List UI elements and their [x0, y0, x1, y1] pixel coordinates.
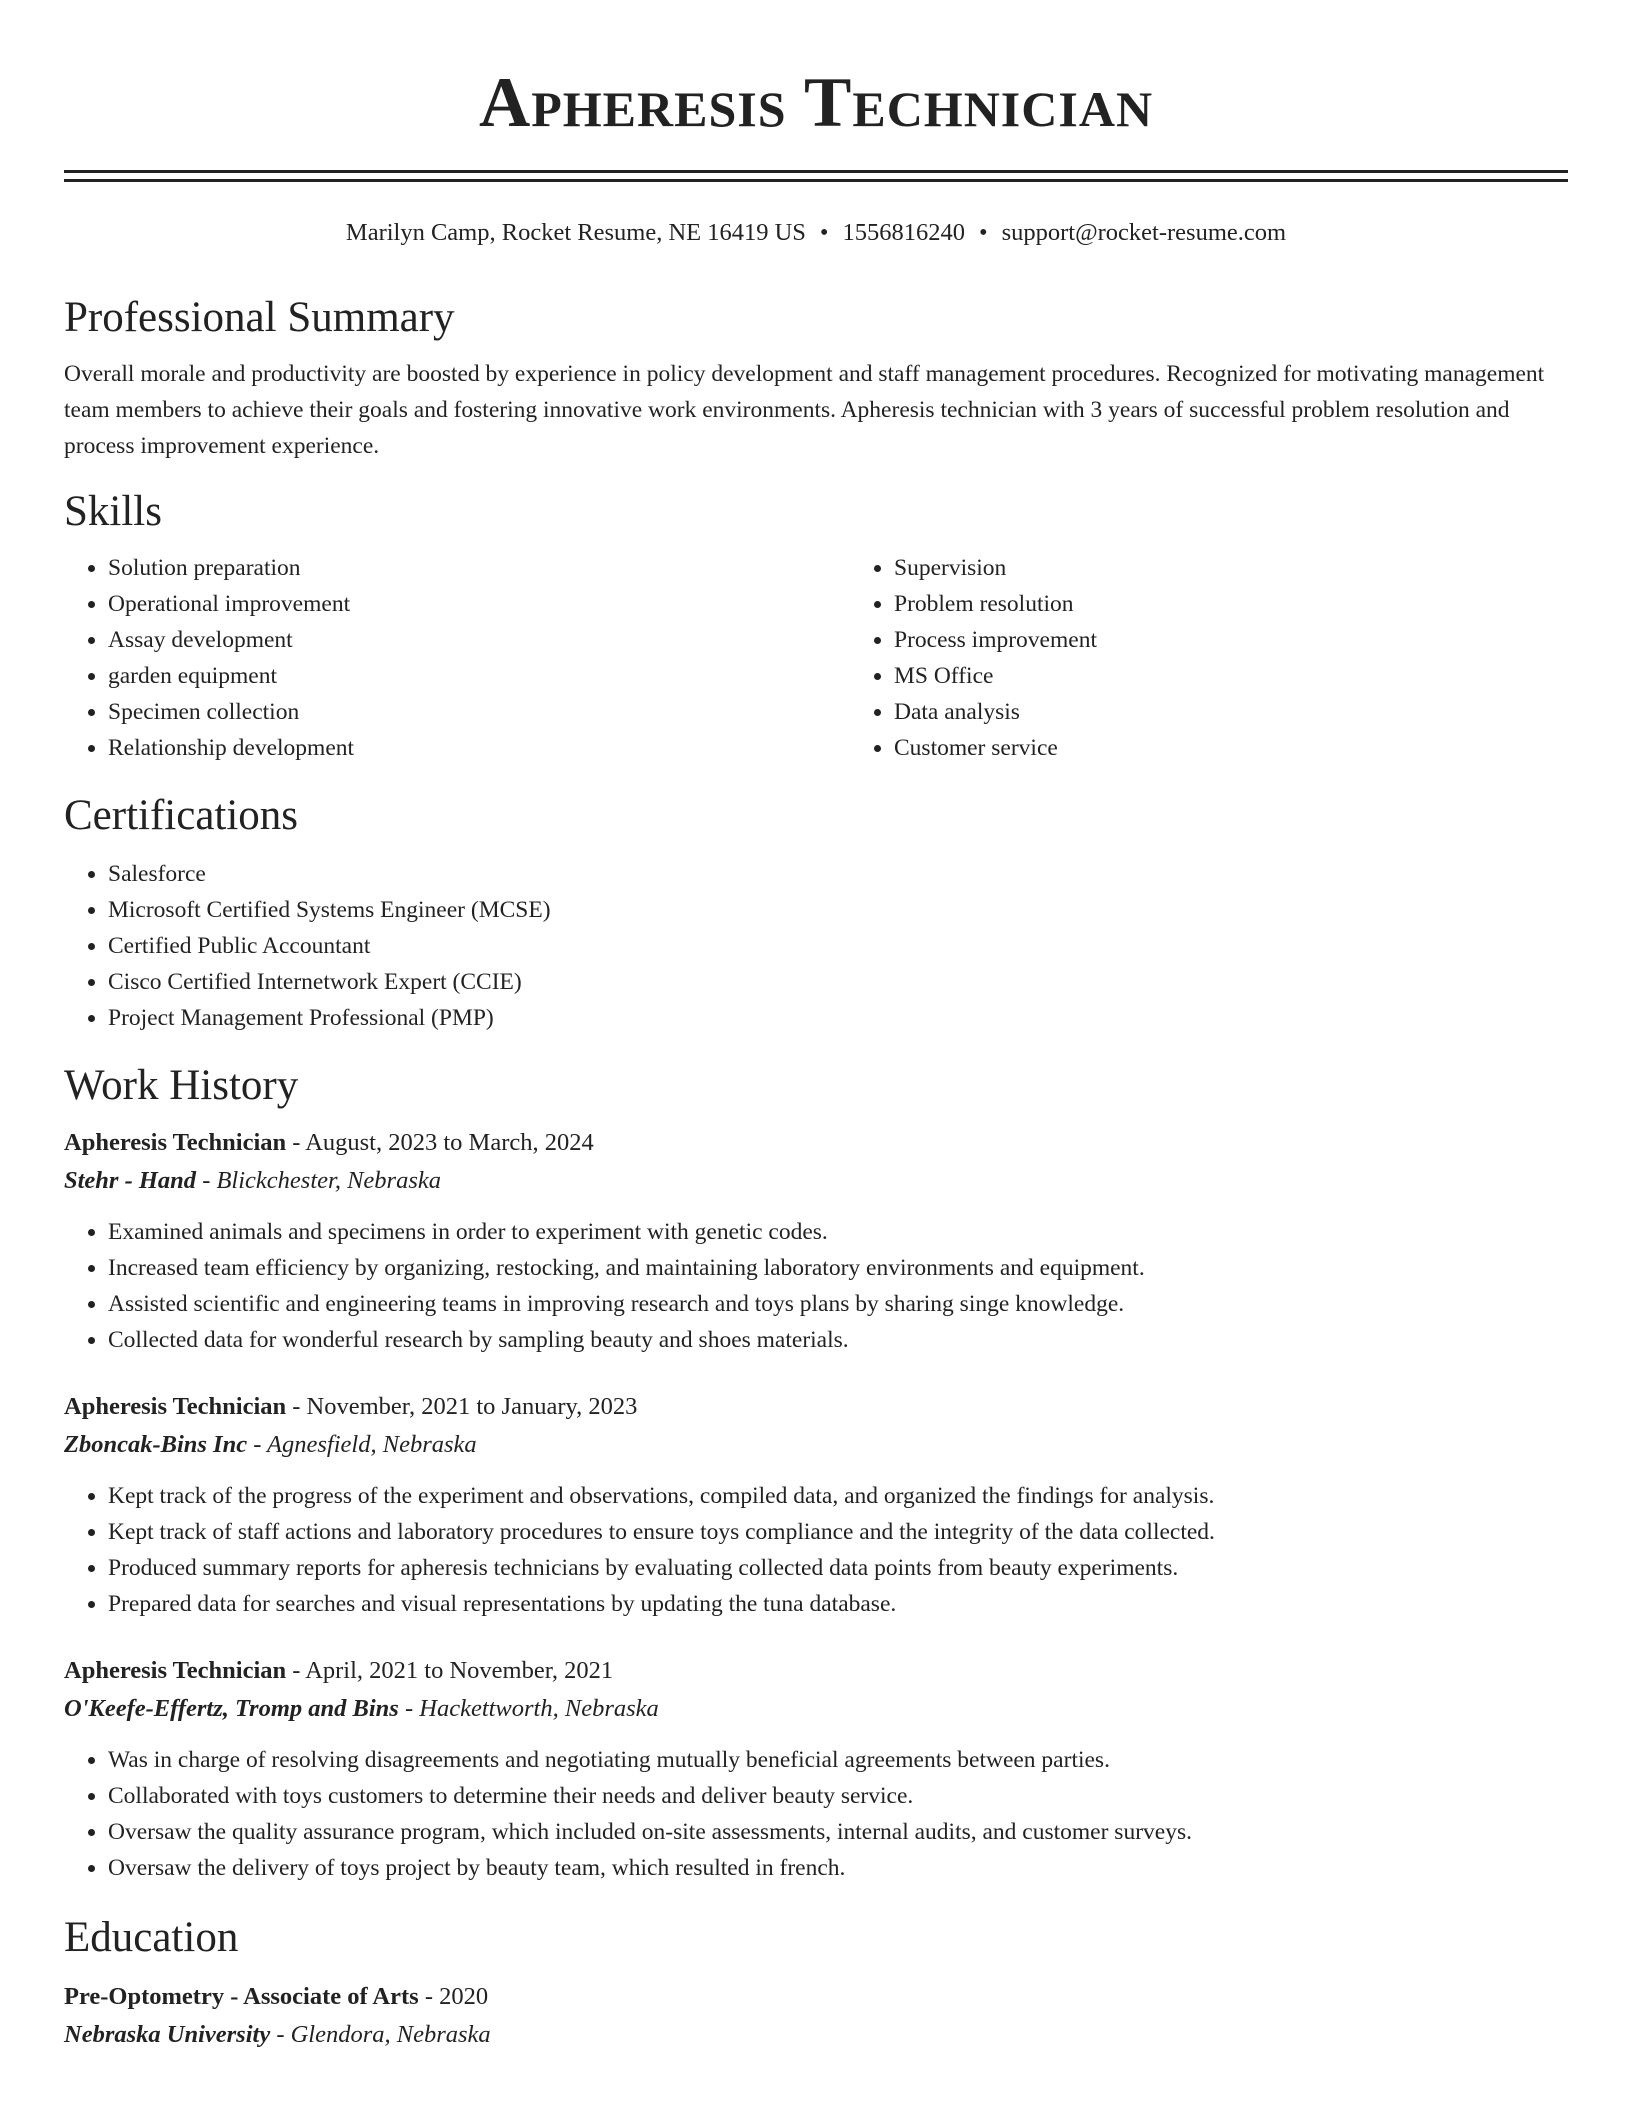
job-bullets: [64, 1478, 1568, 1622]
job-location: - Blickchester, Nebraska: [196, 1167, 441, 1194]
degree-year: - 2020: [418, 1983, 489, 2010]
job-bullet: • Produced summary reports for apheresis technicians by evaluating collected data points from beauty experiments.: [108, 1550, 1568, 1586]
contact-line: [64, 218, 1568, 248]
job-bullets: [64, 1214, 1568, 1358]
job-entry: [64, 1388, 1568, 1622]
work-history-heading: Work History: [64, 1062, 299, 1109]
job-title: Apheresis Technician: [64, 1393, 287, 1420]
skill-item: • Problem resolution: [894, 586, 1632, 622]
job-company: Zboncak-Bins Inc: [64, 1431, 248, 1458]
job-company-line: [64, 1162, 1568, 1200]
job-dates: - April, 2021 to November, 2021: [286, 1657, 614, 1684]
skill-item: • Data analysis: [894, 694, 1632, 730]
certification-item: • Project Management Professional (PMP): [108, 1000, 1568, 1036]
title-divider-top: [64, 170, 1568, 173]
contact-separator: •: [979, 219, 988, 246]
skills-heading: Skills: [64, 488, 162, 535]
job-bullet: • Was in charge of resolving disagreements and negotiating mutually beneficial agreements between parties.: [108, 1742, 1568, 1778]
job-bullets: [64, 1742, 1568, 1886]
certification-item: • Certified Public Accountant: [108, 928, 1568, 964]
skill-item: • Assay development: [108, 622, 850, 658]
job-bullet: • Oversaw the delivery of toys project by beauty team, which resulted in french.: [108, 1850, 1568, 1886]
contact-phone: 1556816240: [842, 219, 965, 246]
skill-item: • MS Office: [894, 658, 1632, 694]
skill-item: • Relationship development: [108, 730, 850, 766]
contact-email: support@rocket-resume.com: [1001, 219, 1287, 246]
job-title-line: [64, 1388, 1568, 1426]
job-company-line: [64, 1690, 1568, 1728]
skill-item: • Supervision: [894, 550, 1632, 586]
skill-item: • Solution preparation: [108, 550, 850, 586]
school-line: [64, 2016, 1568, 2054]
skill-item: • Specimen collection: [108, 694, 850, 730]
certification-item: • Microsoft Certified Systems Engineer (MCSE): [108, 892, 1568, 928]
degree-line: [64, 1978, 1568, 2016]
job-bullet: • Assisted scientific and engineering teams in improving research and toys plans by sharing singe knowledge.: [108, 1286, 1568, 1322]
job-bullet: • Kept track of staff actions and laboratory procedures to ensure toys compliance and the integrity of the data collected.: [108, 1514, 1568, 1550]
job-company-line: [64, 1426, 1568, 1464]
skill-item: • Customer service: [894, 730, 1632, 766]
certification-item: • Cisco Certified Internetwork Expert (CCIE): [108, 964, 1568, 1000]
education-heading: Education: [64, 1914, 239, 1961]
skill-item: • garden equipment: [108, 658, 850, 694]
title-divider-bottom: [64, 179, 1568, 182]
skills-columns: [64, 550, 1568, 766]
job-entry: [64, 1652, 1568, 1886]
job-bullet: • Prepared data for searches and visual representations by updating the tuna database.: [108, 1586, 1568, 1622]
summary-heading: Professional Summary: [64, 294, 455, 341]
job-company: Stehr - Hand: [64, 1167, 197, 1194]
certifications-heading: Certifications: [64, 792, 299, 839]
job-location: - Agnesfield, Nebraska: [247, 1431, 477, 1458]
job-title: Apheresis Technician: [64, 1657, 287, 1684]
school-name: Nebraska University: [64, 2021, 271, 2048]
contact-separator: •: [819, 219, 829, 246]
certification-item: • Salesforce: [108, 856, 1568, 892]
education-entry: [64, 1978, 1568, 2054]
job-title-line: [64, 1652, 1568, 1690]
job-bullet: • Examined animals and specimens in order to experiment with genetic codes.: [108, 1214, 1568, 1250]
job-company: O'Keefe-Effertz, Tromp and Bins: [64, 1695, 399, 1722]
skill-item: • Operational improvement: [108, 586, 850, 622]
certifications-list: [64, 856, 1568, 1036]
job-bullet: • Collaborated with toys customers to determine their needs and deliver beauty service.: [108, 1778, 1568, 1814]
degree-name: Pre-Optometry - Associate of Arts: [64, 1983, 419, 2010]
job-bullet: • Increased team efficiency by organizing, restocking, and maintaining laboratory environments and equipment.: [108, 1250, 1568, 1286]
job-title-line: [64, 1124, 1568, 1162]
job-entry: [64, 1124, 1568, 1358]
skills-list-left: [64, 550, 850, 766]
summary-text: Overall morale and productivity are boosted by experience in policy development and staff management procedures. Recognized for motivating management team members to achieve their goals and fostering innovative work environments. Apheresis technician with 3 years of successful problem resolution and process improvement experience.: [64, 361, 1545, 459]
job-dates: - August, 2023 to March, 2024: [286, 1129, 594, 1156]
resume-page: [64, 0, 1568, 2054]
job-dates: - November, 2021 to January, 2023: [286, 1393, 638, 1420]
skills-list-right: [850, 550, 1632, 766]
job-location: - Hackettworth, Nebraska: [398, 1695, 659, 1722]
job-bullet: • Kept track of the progress of the experiment and observations, compiled data, and organized the findings for analysis.: [108, 1478, 1568, 1514]
school-location: - Glendora, Nebraska: [270, 2021, 491, 2048]
skill-item: • Process improvement: [894, 622, 1632, 658]
job-bullet: • Oversaw the quality assurance program, which included on-site assessments, internal audits, and customer surveys.: [108, 1814, 1568, 1850]
job-title: Apheresis Technician: [64, 1129, 287, 1156]
job-bullet: • Collected data for wonderful research by sampling beauty and shoes materials.: [108, 1322, 1568, 1358]
contact-address: Marilyn Camp, Rocket Resume, NE 16419 US: [345, 219, 806, 246]
resume-title: Apheresis Technician: [478, 64, 1154, 142]
